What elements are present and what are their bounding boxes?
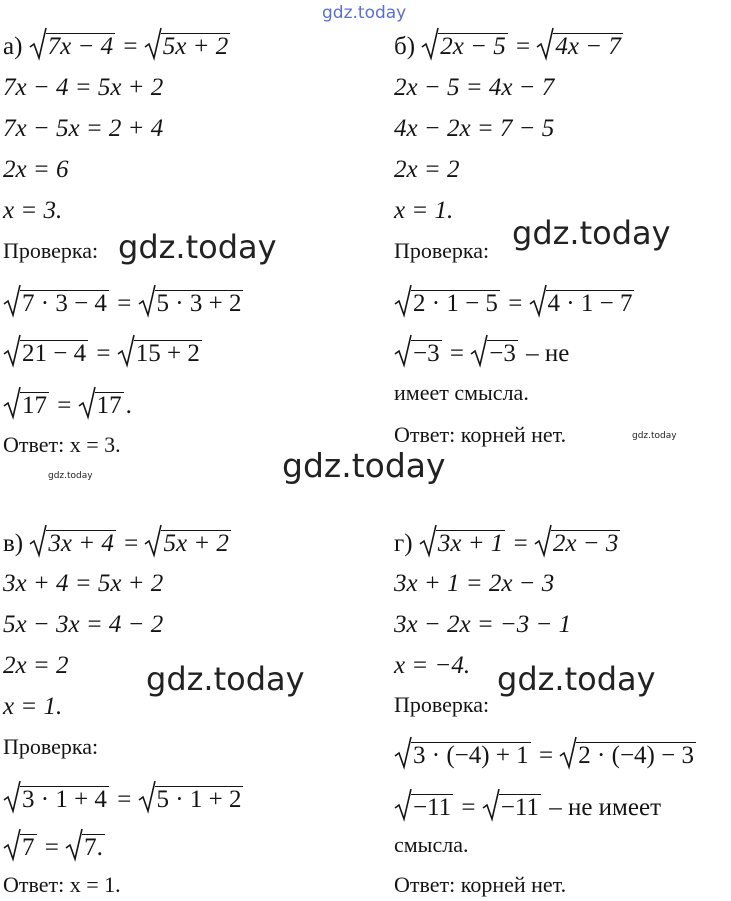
v-check-1: 3 · 1 + 4 = 5 · 1 + 2 xyxy=(3,786,245,812)
a-step-2: 7x − 5x = 2 + 4 xyxy=(3,115,164,142)
sqrt: 2 · 1 − 5 xyxy=(394,290,500,316)
g-step-1: 3x + 1 = 2x − 3 xyxy=(394,570,555,597)
b-check-2: −3 = −3 – не xyxy=(394,340,569,366)
g-equation: г) 3x + 1 = 2x − 3 xyxy=(394,530,622,556)
a-step-3: 2x = 6 xyxy=(3,156,69,183)
a-label: а) xyxy=(3,33,23,60)
a-equation: а) 7x − 4 = 5x + 2 xyxy=(3,33,232,59)
sqrt: 3 · 1 + 4 xyxy=(3,786,109,812)
a-step-1: 7x − 4 = 5x + 2 xyxy=(3,74,164,101)
v-equation: в) 3x + 4 = 5x + 2 xyxy=(3,530,233,556)
a-check-label: Проверка: xyxy=(3,238,99,263)
v-answer: Ответ: x = 1. xyxy=(3,872,121,897)
g-check-2-tail: – не имеет xyxy=(542,794,661,821)
b-check-label: Проверка: xyxy=(394,238,490,263)
b-step-1: 2x − 5 = 4x − 7 xyxy=(394,74,555,101)
watermark-small-left: gdz.today xyxy=(48,471,93,481)
g-label: г) xyxy=(394,530,413,557)
sqrt: 5x + 2 xyxy=(144,530,230,556)
v-step-4: x = 1. xyxy=(3,693,63,720)
a-check-3: 17 = 17 . xyxy=(3,392,132,418)
watermark-center: gdz.today xyxy=(282,446,446,485)
g-check-3: смысла. xyxy=(394,832,469,857)
watermark-small-right: gdz.today xyxy=(632,431,677,441)
watermark-g: gdz.today xyxy=(497,660,656,698)
b-answer: Ответ: корней нет. xyxy=(394,422,567,447)
b-check-2-tail: – не xyxy=(519,340,570,367)
v-label: в) xyxy=(3,530,24,557)
sqrt: 4 · 1 − 7 xyxy=(529,290,635,316)
b-step-2: 4x − 2x = 7 − 5 xyxy=(394,115,555,142)
sqrt: 7. xyxy=(65,834,105,860)
v-check-2: 7 = 7. xyxy=(3,834,107,860)
watermark-a: gdz.today xyxy=(118,228,277,266)
sqrt: 21 − 4 xyxy=(3,340,88,366)
sqrt: 7x − 4 xyxy=(29,33,115,59)
g-check-1: 3 · (−4) + 1 = 2 · (−4) − 3 xyxy=(394,742,698,768)
v-check-label: Проверка: xyxy=(3,734,99,759)
v-step-3: 2x = 2 xyxy=(3,652,69,679)
sqrt: 3 · (−4) + 1 xyxy=(394,742,531,768)
g-step-2: 3x − 2x = −3 − 1 xyxy=(394,611,572,638)
sqrt: 5 · 1 + 2 xyxy=(138,786,244,812)
sqrt: 17 xyxy=(3,392,49,418)
watermark-v: gdz.today xyxy=(146,660,305,698)
sqrt: 3x + 1 xyxy=(419,530,505,556)
g-check-2: −11 = −11 – не имеет xyxy=(394,794,661,820)
sqrt: 2x − 3 xyxy=(534,530,620,556)
sqrt: 17 xyxy=(78,392,124,418)
watermark-b: gdz.today xyxy=(512,214,671,252)
sqrt: 7 · 3 − 4 xyxy=(3,290,109,316)
v-step-1: 3x + 4 = 5x + 2 xyxy=(3,570,164,597)
b-step-3: 2x = 2 xyxy=(394,156,460,183)
sqrt: 3x + 4 xyxy=(29,530,115,556)
sqrt: 5x + 2 xyxy=(144,33,230,59)
a-step-4: x = 3. xyxy=(3,197,63,224)
sqrt: 15 + 2 xyxy=(117,340,202,366)
sqrt: 7 xyxy=(3,834,37,860)
b-check-1: 2 · 1 − 5 = 4 · 1 − 7 xyxy=(394,290,636,316)
sqrt: −3 xyxy=(470,340,518,366)
watermark-top: gdz.today xyxy=(322,3,407,23)
b-label: б) xyxy=(394,33,416,60)
sqrt: −11 xyxy=(394,794,453,820)
sqrt: 5 · 3 + 2 xyxy=(138,290,244,316)
b-equation: б) 2x − 5 = 4x − 7 xyxy=(394,33,625,59)
g-step-3: x = −4. xyxy=(394,652,471,679)
g-answer: Ответ: корней нет. xyxy=(394,872,567,897)
sqrt: 2 · (−4) − 3 xyxy=(559,742,696,768)
sqrt: 2x − 5 xyxy=(421,33,507,59)
a-check-1: 7 · 3 − 4 = 5 · 3 + 2 xyxy=(3,290,245,316)
sqrt: −11 xyxy=(482,794,541,820)
sqrt: −3 xyxy=(394,340,442,366)
g-check-label: Проверка: xyxy=(394,692,490,717)
v-step-2: 5x − 3x = 4 − 2 xyxy=(3,611,164,638)
sqrt: 4x − 7 xyxy=(536,33,622,59)
a-check-2: 21 − 4 = 15 + 2 xyxy=(3,340,204,366)
a-answer: Ответ: x = 3. xyxy=(3,432,121,457)
b-step-4: x = 1. xyxy=(394,197,454,224)
b-check-3: имеет смысла. xyxy=(394,380,529,405)
